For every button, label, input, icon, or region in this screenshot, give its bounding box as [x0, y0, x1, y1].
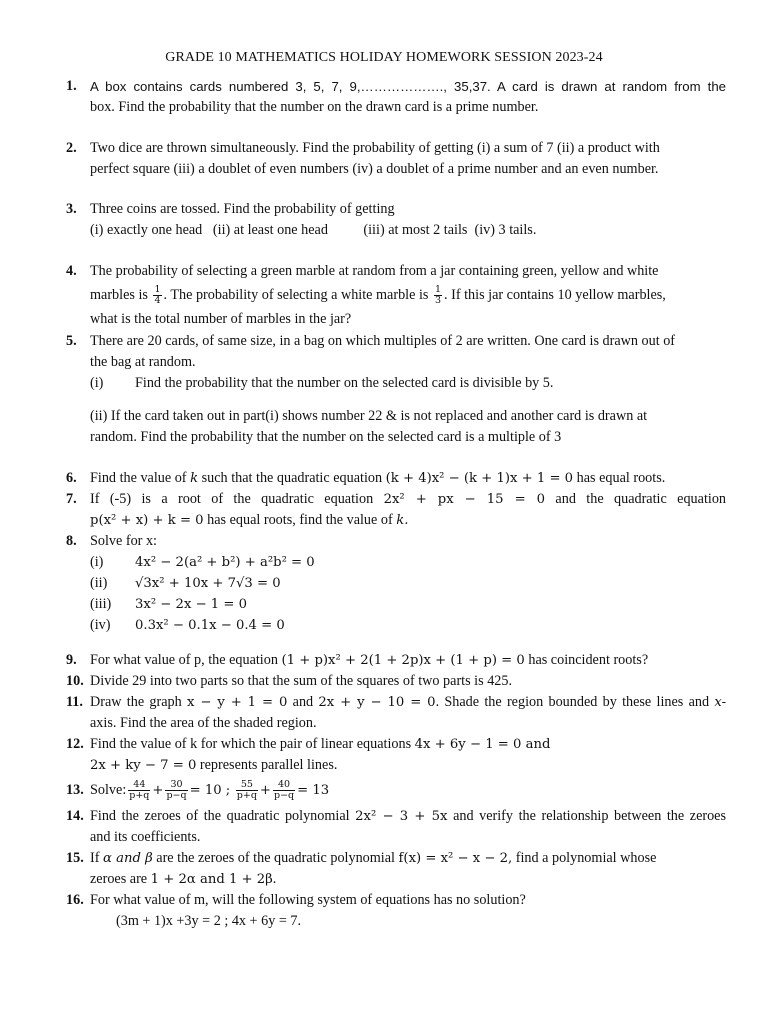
- equation-result: = 10 ;: [189, 783, 231, 798]
- sub-text: Find the probability that the number on the selected card is divisible by 5.: [135, 375, 554, 391]
- fraction: [128, 780, 150, 801]
- text-fragment: represents parallel lines.: [199, 757, 338, 773]
- text-fragment: . If this jar contains 10 yellow marbles,: [444, 287, 666, 303]
- question-number: 8.: [66, 533, 77, 549]
- question-number: 6.: [66, 470, 77, 486]
- text-fragment: Solve:: [90, 782, 127, 798]
- fraction-one-third: [434, 285, 442, 306]
- equation: 0.3x² − 0.1x − 0.4 = 0: [135, 618, 285, 633]
- question-text-line: [90, 755, 726, 776]
- question-7: [66, 489, 726, 531]
- question-text: what is the total number of marbles in the jar?: [90, 311, 352, 327]
- sub-label: (i): [90, 554, 104, 570]
- text-fragment: Find the value of: [90, 470, 187, 486]
- question-14: [66, 806, 726, 848]
- question-text-line: [90, 806, 726, 827]
- text-fragment: has equal roots, find the value of: [207, 512, 393, 528]
- equation: √3x² + 10x + 7√3 = 0: [135, 576, 281, 591]
- question-number: 16.: [66, 892, 84, 908]
- equation: 2x + y − 10 = 0: [318, 695, 436, 710]
- question-text-line: [90, 692, 726, 713]
- question-text: Three coins are tossed. Find the probability of getting: [90, 201, 395, 217]
- question-11: [66, 692, 726, 734]
- text-fragment: has equal roots.: [576, 470, 666, 486]
- question-number: 10.: [66, 673, 84, 689]
- equation-result: = 13: [297, 783, 330, 798]
- question-16: [66, 890, 726, 932]
- operator: +: [259, 783, 271, 798]
- fraction-numerator: 40: [273, 780, 295, 791]
- question-text: Solve for x:: [90, 533, 157, 549]
- question-number: 1.: [66, 78, 77, 94]
- fraction-one-fourth: [153, 285, 161, 306]
- question-text: The probability of selecting a green marble at random from a jar containing green, yellow and white: [90, 263, 659, 279]
- question-number: 7.: [66, 491, 77, 507]
- text-fragment: such that the quadratic equation: [201, 470, 383, 486]
- sub-question: [90, 615, 726, 636]
- math-variable: x-: [714, 695, 727, 710]
- question-2: [66, 138, 726, 180]
- fraction: [273, 780, 295, 801]
- question-text: There are 20 cards, of same size, in a bag on which multiples of 2 are written. One card is drawn out of: [90, 333, 676, 349]
- text-fragment: are the zeroes of the quadratic polynomial: [156, 850, 395, 866]
- equation: 2x + ky − 7 = 0: [90, 758, 197, 773]
- fraction-numerator: 1: [434, 284, 442, 296]
- equation: 4x + 6y − 1 = 0 and: [414, 737, 551, 752]
- question-15: [66, 848, 726, 890]
- equation-system: (3m + 1)x +3y = 2 ; 4x + 6y = 7.: [116, 913, 302, 929]
- math-variable: k: [190, 471, 199, 486]
- question-text-line: [90, 869, 726, 890]
- equation: (1 + p)x² + 2(1 + 2p)x + (1 + p) = 0: [281, 653, 525, 668]
- question-text: and its coefficients.: [90, 829, 201, 845]
- sub-question-i: [90, 373, 726, 394]
- text-fragment: zeroes are: [90, 871, 148, 887]
- question-13: [66, 776, 726, 804]
- fraction-numerator: 30: [165, 780, 187, 791]
- sub-question: [90, 573, 726, 594]
- text-fragment: Draw the graph: [90, 694, 182, 710]
- question-options: (i) exactly one head (ii) at least one head (iii) at most 2 tails (iv) 3 tails.: [90, 222, 537, 238]
- operator: +: [152, 783, 164, 798]
- fraction-denominator: 3: [434, 295, 442, 307]
- question-text: box. Find the probability that the number on the drawn card is a prime number.: [90, 99, 539, 115]
- question-text: Divide 29 into two parts so that the sum of the squares of two parts is 425.: [90, 673, 513, 689]
- question-5: [66, 331, 726, 448]
- question-3: [66, 199, 726, 241]
- sub-label: (ii): [90, 575, 108, 591]
- page-title: GRADE 10 MATHEMATICS HOLIDAY HOMEWORK SESSION 2023-24: [165, 50, 603, 65]
- question-number: 3.: [66, 201, 77, 217]
- fraction-denominator: p+q: [236, 790, 257, 802]
- question-number: 11.: [66, 694, 83, 710]
- question-number: 13.: [66, 782, 84, 798]
- equation: 2x² + px − 15 = 0: [383, 492, 546, 507]
- text-fragment: and: [292, 694, 314, 710]
- sub-text: (ii) If the card taken out in part(i) shows number 22 & is not replaced and another card is drawn at: [90, 408, 648, 424]
- question-text-line: [90, 282, 726, 309]
- question-text: the bag at random.: [90, 354, 196, 370]
- fraction-numerator: 55: [236, 780, 258, 791]
- sub-question: [90, 552, 726, 573]
- question-text: Two dice are thrown simultaneously. Find the probability of getting (i) a sum of 7 (ii) a product with: [90, 140, 660, 156]
- question-number: 9.: [66, 652, 77, 668]
- sub-question: [90, 594, 726, 615]
- question-number: 5.: [66, 333, 77, 349]
- equation: f(x) = x² − x − 2,: [398, 851, 513, 866]
- equation: p(x² + x) + k = 0: [90, 513, 204, 528]
- question-text: axis. Find the area of the shaded region.: [90, 715, 317, 731]
- equation: 2x² − 3 + 5x: [355, 809, 448, 824]
- fraction-denominator: p−q: [166, 790, 187, 802]
- question-text: A box contains cards numbered 3, 5, 7, 9,………………., 35,37. A card is drawn at random from the: [90, 79, 726, 94]
- fraction-denominator: p+q: [129, 790, 150, 802]
- equation: (k + 4)x² − (k + 1)x + 1 = 0: [385, 471, 574, 486]
- text-fragment: For what value of p, the equation: [90, 652, 278, 668]
- text-fragment: marbles is: [90, 287, 148, 303]
- fraction-numerator: 1: [154, 284, 161, 296]
- text-fragment: .: [272, 871, 277, 887]
- text-fragment: If (-5) is a root of the quadratic equation: [90, 491, 374, 507]
- question-text: For what value of m, will the following system of equations has no solution?: [90, 892, 526, 908]
- sub-label: (iii): [90, 596, 112, 612]
- question-text-line: [90, 848, 726, 869]
- question-number: 2.: [66, 140, 77, 156]
- equation: 4x² − 2(a² + b²) + a²b² = 0: [135, 555, 315, 570]
- question-text-line: [90, 510, 726, 531]
- question-number: 14.: [66, 808, 84, 824]
- fraction-numerator: 44: [128, 780, 150, 791]
- fraction: [165, 780, 187, 801]
- sub-label: (iv): [90, 617, 111, 633]
- equation: x − y + 1 = 0: [187, 695, 288, 710]
- fraction: [236, 780, 258, 801]
- question-text: perfect square (iii) a doublet of even numbers (iv) a doublet of a prime number and an even number.: [90, 161, 659, 177]
- question-1: [66, 76, 726, 118]
- sub-text: random. Find the probability that the number on the selected card is a multiple of 3: [90, 429, 562, 445]
- question-9: [66, 650, 726, 671]
- text-fragment: and verify the relationship between the zeroes: [453, 808, 727, 824]
- fraction-denominator: p−q: [273, 790, 295, 802]
- text-fragment: find a polynomial whose: [515, 850, 657, 866]
- sub-label: (i): [90, 375, 104, 391]
- question-text-line: [90, 734, 726, 755]
- text-fragment: . The probability of selecting a white marble is: [163, 287, 429, 303]
- text-fragment: . Shade the region bounded by these lines and: [435, 694, 710, 710]
- math-variable: k.: [396, 513, 409, 528]
- equation: α and β: [103, 851, 153, 866]
- question-12: [66, 734, 726, 776]
- sub-question-ii: [90, 406, 726, 448]
- question-text-line: [90, 489, 726, 510]
- equation: 1 + 2α and 1 + 2β: [150, 872, 273, 887]
- question-8: [66, 531, 726, 636]
- question-number: 15.: [66, 850, 84, 866]
- text-fragment: Find the value of k for which the pair of linear equations: [90, 736, 412, 752]
- text-fragment: and the quadratic equation: [555, 491, 727, 507]
- text-fragment: has coincident roots?: [528, 652, 649, 668]
- question-number: 12.: [66, 736, 84, 752]
- question-4: [66, 261, 726, 330]
- question-6: [66, 468, 726, 489]
- question-number: 4.: [66, 263, 77, 279]
- question-10: [66, 671, 726, 692]
- equation: 3x² − 2x − 1 = 0: [135, 597, 248, 612]
- text-fragment: If: [90, 850, 100, 866]
- fraction-denominator: 4: [154, 295, 161, 307]
- text-fragment: Find the zeroes of the quadratic polynomial: [90, 808, 350, 824]
